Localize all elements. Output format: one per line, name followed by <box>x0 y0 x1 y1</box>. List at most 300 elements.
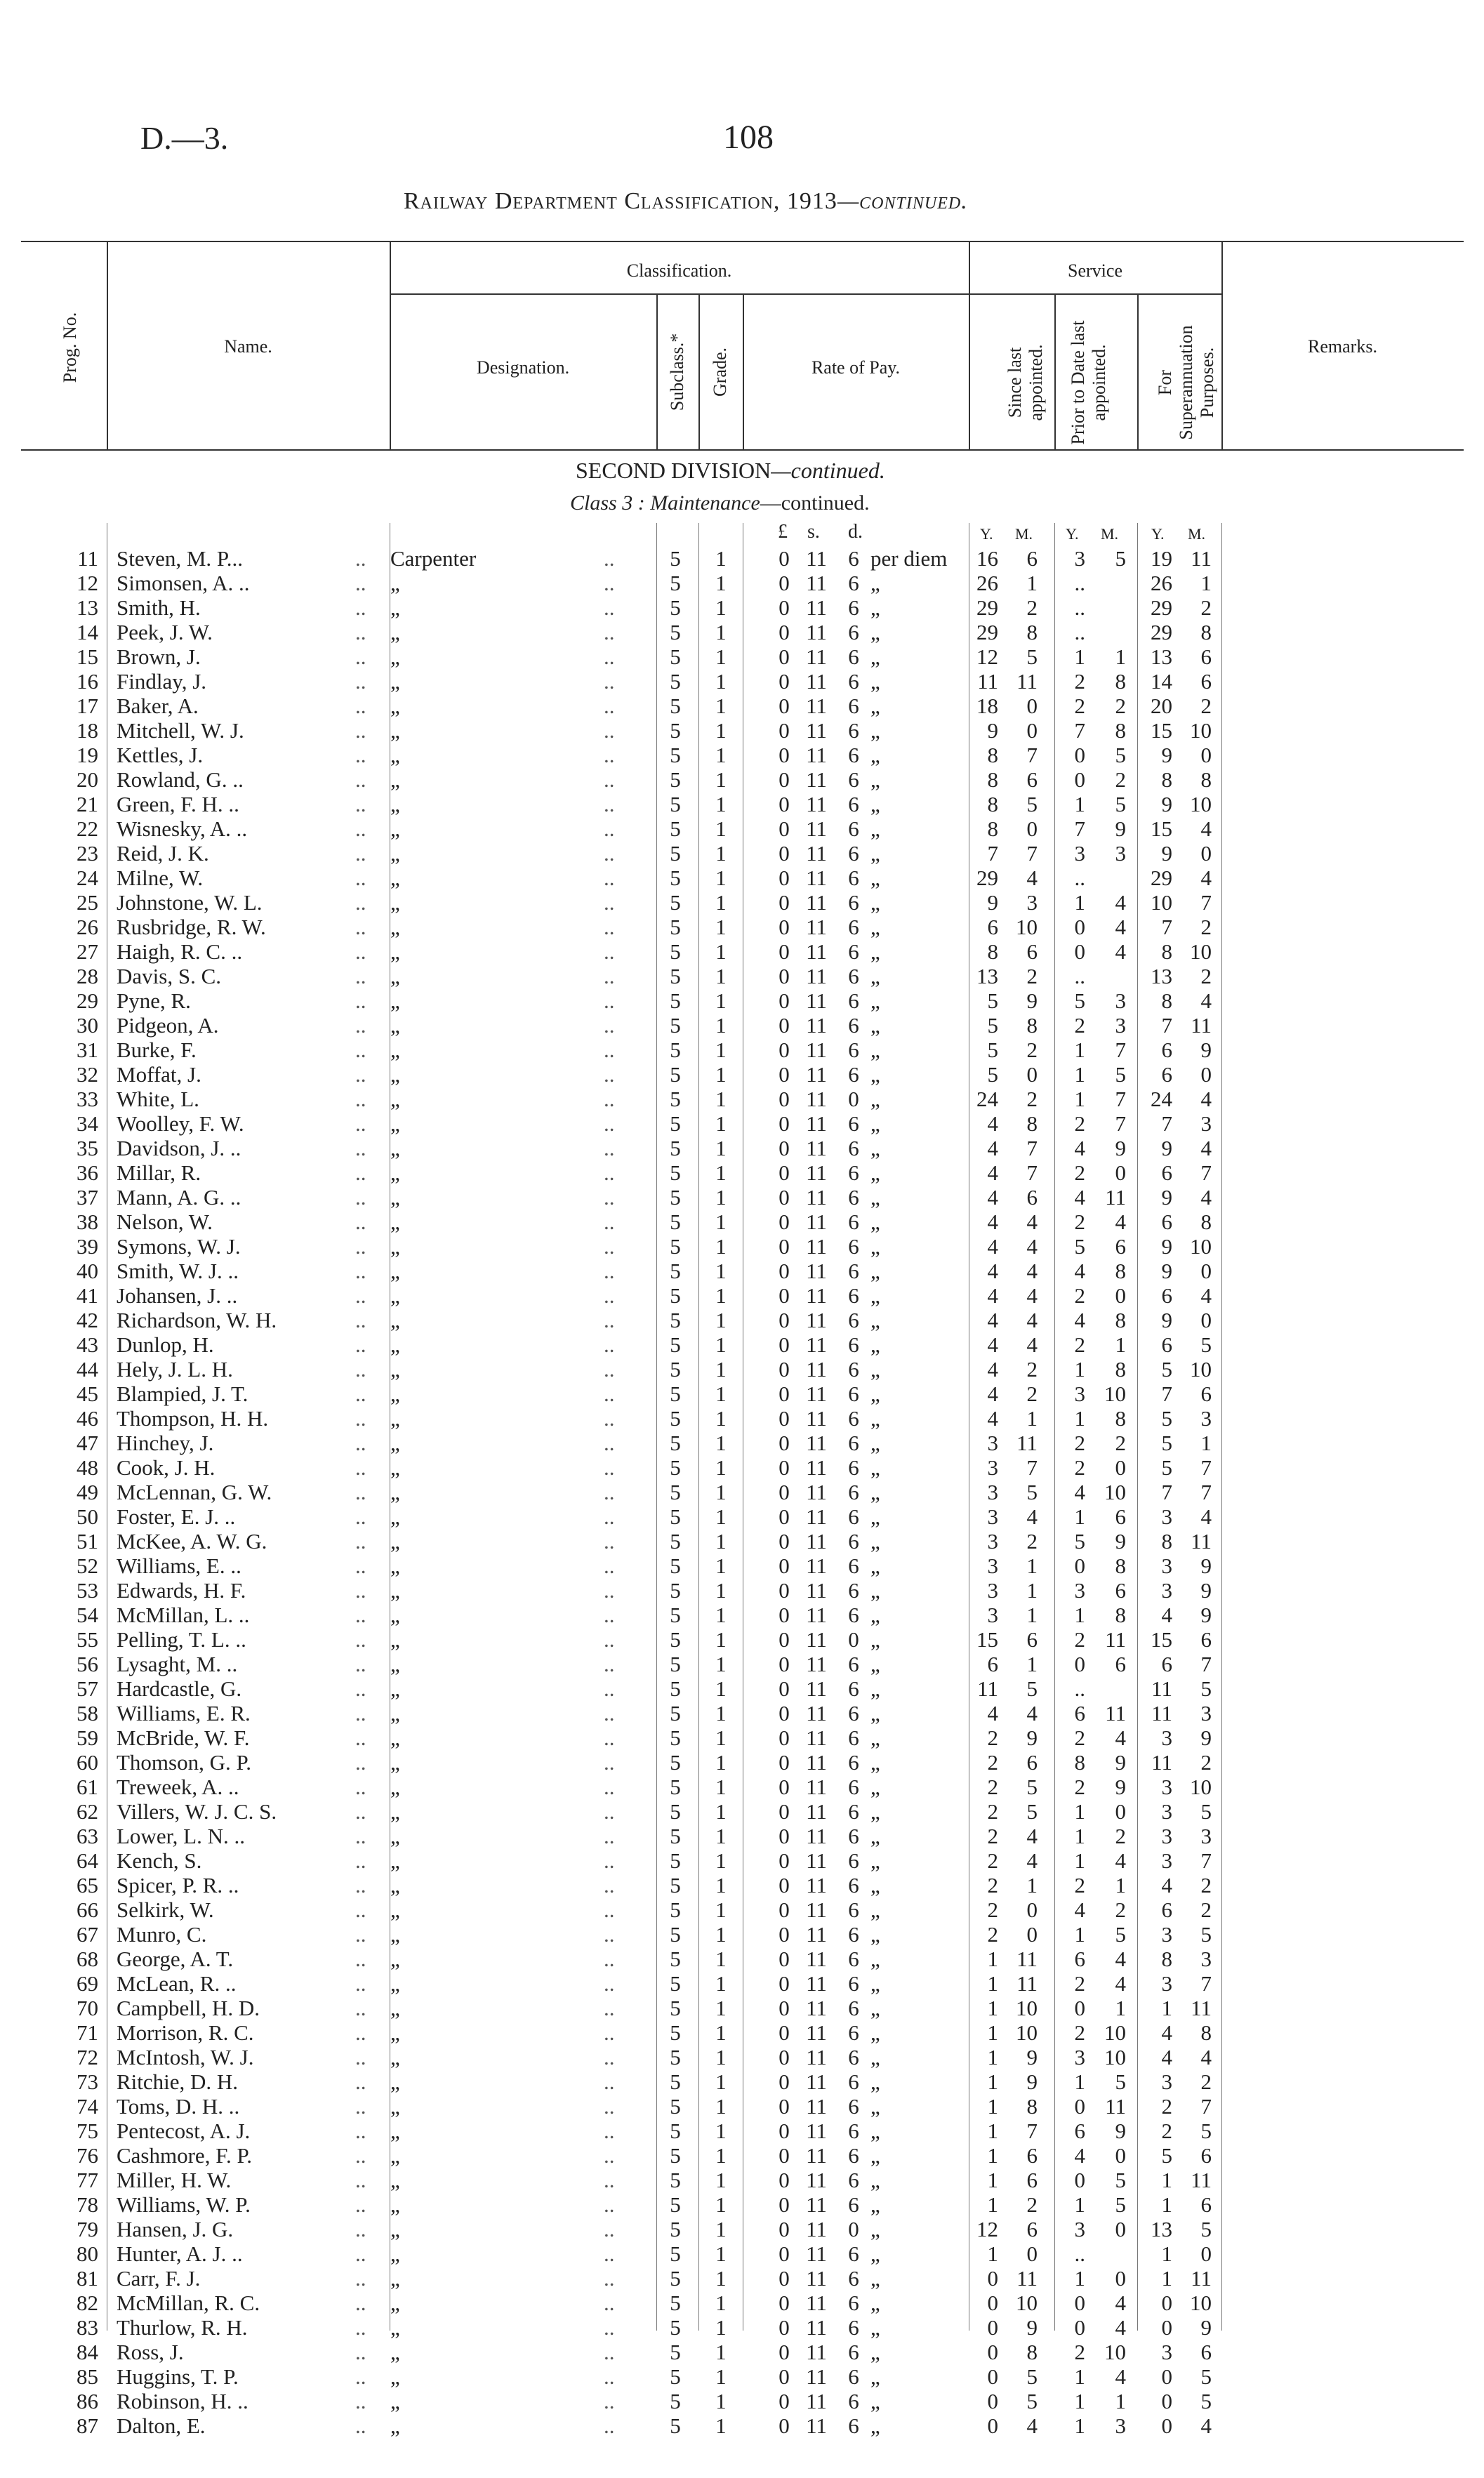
pay-shillings: 11 <box>806 1308 827 1332</box>
prior-years: 0 <box>1074 2168 1085 2192</box>
pay-shillings: 11 <box>806 571 827 595</box>
pay-pence: 6 <box>848 1603 859 1627</box>
leader-dots: .. <box>604 1136 615 1160</box>
employee-name: Nelson, W. <box>117 1210 213 1234</box>
super-years: 0 <box>1161 2291 1172 2315</box>
since-years: 6 <box>987 1652 998 1676</box>
super-years: 3 <box>1161 1553 1172 1578</box>
prog-no: 58 <box>77 1701 98 1725</box>
grade: 1 <box>715 669 727 694</box>
pay-pence: 6 <box>848 1725 859 1750</box>
designation: „ <box>390 1480 400 1504</box>
pay-pence: 6 <box>848 2241 859 2266</box>
prog-no: 49 <box>77 1480 98 1504</box>
since-months: 2 <box>1026 964 1038 988</box>
unit-pence: d. <box>848 521 863 543</box>
leader-dots: .. <box>355 816 366 841</box>
leader-dots: .. <box>355 2020 366 2045</box>
table-row <box>0 644 1484 669</box>
prog-no: 62 <box>77 1799 98 1824</box>
class-name: Maintenance <box>650 491 760 515</box>
grade: 1 <box>715 1824 727 1848</box>
leader-dots: .. <box>604 1701 615 1725</box>
since-months: 10 <box>1016 1996 1038 2020</box>
pay-pence: 6 <box>848 2389 859 2413</box>
leader-dots: .. <box>355 890 366 915</box>
pay-pounds: 0 <box>779 915 790 939</box>
since-years: 11 <box>977 669 998 694</box>
since-years: 3 <box>987 1603 998 1627</box>
since-months: 1 <box>1026 571 1038 595</box>
leader-dots: .. <box>355 1725 366 1750</box>
pay-pounds: 0 <box>779 1136 790 1160</box>
prior-months: 0 <box>1115 1455 1126 1480</box>
service-rule <box>969 293 1221 295</box>
since-months: 8 <box>1026 2094 1038 2119</box>
leader-dots: .. <box>604 1578 615 1603</box>
table-row <box>0 2340 1484 2364</box>
pay-pence: 6 <box>848 2315 859 2340</box>
super-years: 0 <box>1161 2364 1172 2389</box>
subclass: 5 <box>670 1603 681 1627</box>
since-months: 1 <box>1026 1578 1038 1603</box>
since-years: 4 <box>987 1308 998 1332</box>
pay-period: „ <box>870 2020 880 2045</box>
leader-dots: .. <box>604 1652 615 1676</box>
super-years: 9 <box>1161 1234 1172 1259</box>
employee-name: Toms, D. H. .. <box>117 2094 240 2119</box>
leader-dots: .. <box>355 2094 366 2119</box>
prog-no: 15 <box>77 644 98 669</box>
since-months: 5 <box>1026 1799 1038 1824</box>
col-rule-since <box>1054 293 1056 449</box>
prior-years: 0 <box>1074 2094 1085 2119</box>
since-months: 1 <box>1026 1603 1038 1627</box>
prior-years: .. <box>1074 866 1085 890</box>
since-months: 0 <box>1026 1897 1038 1922</box>
since-months: 4 <box>1026 1259 1038 1283</box>
employee-name: Cook, J. H. <box>117 1455 216 1480</box>
prior-years: 1 <box>1074 1038 1085 1062</box>
grade: 1 <box>715 1848 727 1873</box>
pay-pence: 6 <box>848 1578 859 1603</box>
super-months: 7 <box>1200 1652 1212 1676</box>
grade: 1 <box>715 644 727 669</box>
pay-shillings: 11 <box>806 2266 827 2291</box>
super-months: 10 <box>1190 718 1212 743</box>
page-title <box>404 188 968 215</box>
prog-no: 87 <box>77 2413 98 2438</box>
since-years: 18 <box>976 694 998 718</box>
pay-pounds: 0 <box>779 1848 790 1873</box>
super-years: 15 <box>1151 816 1172 841</box>
designation: „ <box>390 1504 400 1529</box>
employee-name: Lysaght, M. .. <box>117 1652 238 1676</box>
since-months: 5 <box>1026 792 1038 816</box>
since-months: 5 <box>1026 1480 1038 1504</box>
prior-months: 3 <box>1115 988 1126 1013</box>
leader-dots: .. <box>604 1504 615 1529</box>
pay-pounds: 0 <box>779 571 790 595</box>
table-row <box>0 718 1484 743</box>
since-years: 4 <box>987 1185 998 1210</box>
prior-months: 5 <box>1115 2168 1126 2192</box>
subclass: 5 <box>670 1848 681 1873</box>
subclass: 5 <box>670 1136 681 1160</box>
designation: „ <box>390 2340 400 2364</box>
employee-name: Ritchie, D. H. <box>117 2069 239 2094</box>
pay-pounds: 0 <box>779 2192 790 2217</box>
pay-pounds: 0 <box>779 1701 790 1725</box>
prior-years: 2 <box>1074 2340 1085 2364</box>
since-years: 0 <box>987 2315 998 2340</box>
leader-dots: .. <box>355 620 366 644</box>
since-months: 6 <box>1026 2143 1038 2168</box>
since-years: 0 <box>987 2266 998 2291</box>
super-months: 3 <box>1200 1701 1212 1725</box>
subclass: 5 <box>670 1947 681 1971</box>
super-months: 5 <box>1200 2389 1212 2413</box>
table-row <box>0 1775 1484 1799</box>
pay-period: „ <box>870 1062 880 1087</box>
pay-period: „ <box>870 2340 880 2364</box>
employee-name: Thompson, H. H. <box>117 1406 269 1431</box>
prior-years: 2 <box>1074 1332 1085 1357</box>
super-years: 1 <box>1161 2241 1172 2266</box>
table-row <box>0 2266 1484 2291</box>
grade: 1 <box>715 546 727 571</box>
pay-pence: 6 <box>848 644 859 669</box>
pay-period: „ <box>870 1185 880 1210</box>
pay-pence: 6 <box>848 964 859 988</box>
pay-period: „ <box>870 988 880 1013</box>
leader-dots: .. <box>355 964 366 988</box>
pay-pence: 6 <box>848 2094 859 2119</box>
subclass: 5 <box>670 644 681 669</box>
since-months: 0 <box>1026 2241 1038 2266</box>
since-months: 6 <box>1026 767 1038 792</box>
subclass: 5 <box>670 2389 681 2413</box>
pay-shillings: 11 <box>806 1160 827 1185</box>
super-years: 6 <box>1161 1283 1172 1308</box>
subclass: 5 <box>670 2241 681 2266</box>
since-years: 5 <box>987 1038 998 1062</box>
super-months: 6 <box>1200 2192 1212 2217</box>
since-months: 10 <box>1016 2020 1038 2045</box>
leader-dots: .. <box>355 2266 366 2291</box>
grade: 1 <box>715 1750 727 1775</box>
prior-months: 4 <box>1115 1210 1126 1234</box>
pay-period: „ <box>870 1308 880 1332</box>
header-name: Name. <box>224 336 272 357</box>
subclass: 5 <box>670 1971 681 1996</box>
table-row <box>0 2143 1484 2168</box>
grade: 1 <box>715 2143 727 2168</box>
designation: „ <box>390 2094 400 2119</box>
prior-years: .. <box>1074 2241 1085 2266</box>
division-title: SECOND DIVISION <box>576 458 771 483</box>
designation: „ <box>390 1111 400 1136</box>
prior-years: 2 <box>1074 1283 1085 1308</box>
prior-months: 5 <box>1115 2192 1126 2217</box>
employee-name: Blampied, J. T. <box>117 1382 249 1406</box>
pay-shillings: 11 <box>806 2389 827 2413</box>
pay-pounds: 0 <box>779 841 790 866</box>
leader-dots: .. <box>604 546 615 571</box>
classification-rule <box>390 293 969 295</box>
prior-years: 1 <box>1074 1504 1085 1529</box>
prior-months: 8 <box>1115 1553 1126 1578</box>
subclass: 5 <box>670 939 681 964</box>
designation: „ <box>390 816 400 841</box>
division-heading <box>576 458 885 484</box>
employee-name: McKee, A. W. G. <box>117 1529 267 1553</box>
leader-dots: .. <box>355 1652 366 1676</box>
prior-months: 1 <box>1115 1332 1126 1357</box>
table-row <box>0 2291 1484 2315</box>
pay-shillings: 11 <box>806 1578 827 1603</box>
pay-period: „ <box>870 2192 880 2217</box>
header-service: Service <box>1068 260 1122 281</box>
super-months: 4 <box>1200 1185 1212 1210</box>
pay-period: „ <box>870 1529 880 1553</box>
pay-shillings: 11 <box>806 1627 827 1652</box>
prior-months: 10 <box>1104 2045 1126 2069</box>
pay-shillings: 11 <box>806 1062 827 1087</box>
since-years: 0 <box>987 2340 998 2364</box>
leader-dots: .. <box>604 1873 615 1897</box>
table-row <box>0 890 1484 915</box>
leader-dots: .. <box>355 767 366 792</box>
subclass: 5 <box>670 1725 681 1750</box>
since-years: 1 <box>987 1947 998 1971</box>
pay-pounds: 0 <box>779 2168 790 2192</box>
designation: „ <box>390 1038 400 1062</box>
designation: „ <box>390 1627 400 1652</box>
prog-no: 32 <box>77 1062 98 1087</box>
since-years: 1 <box>987 2020 998 2045</box>
pay-pence: 6 <box>848 2168 859 2192</box>
designation: „ <box>390 1455 400 1480</box>
pay-period: „ <box>870 1087 880 1111</box>
grade: 1 <box>715 2217 727 2241</box>
super-months: 0 <box>1200 1062 1212 1087</box>
since-years: 1 <box>987 2119 998 2143</box>
pay-period: „ <box>870 669 880 694</box>
prior-years: 1 <box>1074 1357 1085 1382</box>
pay-shillings: 11 <box>806 1676 827 1701</box>
since-months: 0 <box>1026 694 1038 718</box>
super-months: 10 <box>1190 792 1212 816</box>
designation: „ <box>390 1947 400 1971</box>
pay-period: „ <box>870 2266 880 2291</box>
designation: „ <box>390 669 400 694</box>
subclass: 5 <box>670 1160 681 1185</box>
prior-years: 4 <box>1074 1308 1085 1332</box>
pay-period: „ <box>870 1775 880 1799</box>
super-years: 9 <box>1161 1185 1172 1210</box>
prior-months: 1 <box>1115 1873 1126 1897</box>
pay-pence: 6 <box>848 890 859 915</box>
pay-shillings: 11 <box>806 1406 827 1431</box>
employee-name: Millar, R. <box>117 1160 201 1185</box>
since-years: 4 <box>987 1382 998 1406</box>
super-years: 11 <box>1151 1676 1172 1701</box>
pay-pounds: 0 <box>779 1676 790 1701</box>
grade: 1 <box>715 1480 727 1504</box>
pay-pence: 6 <box>848 2291 859 2315</box>
leader-dots: .. <box>604 2266 615 2291</box>
designation: „ <box>390 2045 400 2069</box>
table-row <box>0 2168 1484 2192</box>
leader-dots: .. <box>604 2217 615 2241</box>
pay-pounds: 0 <box>779 988 790 1013</box>
super-months: 5 <box>1200 1922 1212 1947</box>
employee-name: Ross, J. <box>117 2340 184 2364</box>
super-months: 9 <box>1200 1603 1212 1627</box>
prog-no: 29 <box>77 988 98 1013</box>
super-months: 5 <box>1200 1332 1212 1357</box>
prior-months: 9 <box>1115 1775 1126 1799</box>
since-months: 11 <box>1016 1431 1038 1455</box>
pay-pence: 6 <box>848 2143 859 2168</box>
leader-dots: .. <box>604 1996 615 2020</box>
table-row <box>0 1136 1484 1160</box>
super-months: 7 <box>1200 1848 1212 1873</box>
prior-years: 2 <box>1074 1775 1085 1799</box>
designation: „ <box>390 1283 400 1308</box>
prior-years: 5 <box>1074 1234 1085 1259</box>
prior-years: 3 <box>1074 2045 1085 2069</box>
super-months: 7 <box>1200 2094 1212 2119</box>
subclass: 5 <box>670 1996 681 2020</box>
prog-no: 63 <box>77 1824 98 1848</box>
employee-name: Cashmore, F. P. <box>117 2143 253 2168</box>
pay-shillings: 11 <box>806 1873 827 1897</box>
grade: 1 <box>715 1111 727 1136</box>
employee-name: Mann, A. G. .. <box>117 1185 241 1210</box>
prog-no: 34 <box>77 1111 98 1136</box>
super-months: 9 <box>1200 2315 1212 2340</box>
leader-dots: .. <box>355 1332 366 1357</box>
designation: „ <box>390 571 400 595</box>
since-years: 29 <box>976 620 998 644</box>
table-row <box>0 1922 1484 1947</box>
super-years: 1 <box>1161 2168 1172 2192</box>
page-title-suffix: —continued. <box>837 188 968 214</box>
designation: „ <box>390 1234 400 1259</box>
pay-pounds: 0 <box>779 743 790 767</box>
pay-pounds: 0 <box>779 1603 790 1627</box>
header-remarks: Remarks. <box>1308 336 1377 357</box>
designation: „ <box>390 1897 400 1922</box>
class-heading <box>570 491 870 515</box>
leader-dots: .. <box>604 890 615 915</box>
designation: „ <box>390 939 400 964</box>
super-years: 29 <box>1151 595 1172 620</box>
since-years: 8 <box>987 792 998 816</box>
leader-dots: .. <box>604 1308 615 1332</box>
super-years: 6 <box>1161 1897 1172 1922</box>
prior-months: 7 <box>1115 1111 1126 1136</box>
super-months: 2 <box>1200 595 1212 620</box>
grade: 1 <box>715 767 727 792</box>
table-row <box>0 1971 1484 1996</box>
since-months: 6 <box>1026 1627 1038 1652</box>
since-years: 9 <box>987 718 998 743</box>
since-years: 5 <box>987 1062 998 1087</box>
pay-pounds: 0 <box>779 939 790 964</box>
since-months: 7 <box>1026 841 1038 866</box>
prog-no: 17 <box>77 694 98 718</box>
leader-dots: .. <box>355 1799 366 1824</box>
leader-dots: .. <box>604 2168 615 2192</box>
super-months: 2 <box>1200 694 1212 718</box>
prog-no: 86 <box>77 2389 98 2413</box>
grade: 1 <box>715 1160 727 1185</box>
leader-dots: .. <box>355 1750 366 1775</box>
pay-pence: 6 <box>848 2364 859 2389</box>
prog-no: 19 <box>77 743 98 767</box>
prior-years: 1 <box>1074 1087 1085 1111</box>
table-row <box>0 816 1484 841</box>
leader-dots: .. <box>604 2045 615 2069</box>
table-row <box>0 1578 1484 1603</box>
since-years: 1 <box>987 1971 998 1996</box>
since-months: 5 <box>1026 644 1038 669</box>
prior-years: 4 <box>1074 2143 1085 2168</box>
pay-shillings: 11 <box>806 2217 827 2241</box>
header-rate-of-pay: Rate of Pay. <box>811 357 901 378</box>
since-years: 29 <box>976 866 998 890</box>
grade: 1 <box>715 2340 727 2364</box>
super-years: 5 <box>1161 1406 1172 1431</box>
prior-years: 4 <box>1074 1185 1085 1210</box>
leader-dots: .. <box>604 1431 615 1455</box>
grade: 1 <box>715 1922 727 1947</box>
prior-years: 2 <box>1074 1971 1085 1996</box>
subclass: 5 <box>670 1701 681 1725</box>
grade: 1 <box>715 1897 727 1922</box>
grade: 1 <box>715 2119 727 2143</box>
since-years: 29 <box>976 595 998 620</box>
leader-dots: .. <box>355 866 366 890</box>
super-years: 8 <box>1161 1529 1172 1553</box>
pay-pounds: 0 <box>779 546 790 571</box>
since-years: 5 <box>987 1013 998 1038</box>
since-months: 8 <box>1026 1013 1038 1038</box>
pay-pence: 6 <box>848 2020 859 2045</box>
employee-name: Lower, L. N. .. <box>117 1824 245 1848</box>
grade: 1 <box>715 694 727 718</box>
subclass: 5 <box>670 1775 681 1799</box>
employee-name: Campbell, H. D. <box>117 1996 260 2020</box>
since-months: 6 <box>1026 2168 1038 2192</box>
subclass: 5 <box>670 546 681 571</box>
super-months: 1 <box>1200 1431 1212 1455</box>
prog-no: 39 <box>77 1234 98 1259</box>
grade: 1 <box>715 620 727 644</box>
since-months: 4 <box>1026 1332 1038 1357</box>
prior-years: 4 <box>1074 1480 1085 1504</box>
subclass: 5 <box>670 1627 681 1652</box>
pay-period: „ <box>870 2315 880 2340</box>
pay-pounds: 0 <box>779 1234 790 1259</box>
pay-period: „ <box>870 2168 880 2192</box>
pay-pounds: 0 <box>779 1185 790 1210</box>
prog-no: 73 <box>77 2069 98 2094</box>
pay-period: „ <box>870 595 880 620</box>
